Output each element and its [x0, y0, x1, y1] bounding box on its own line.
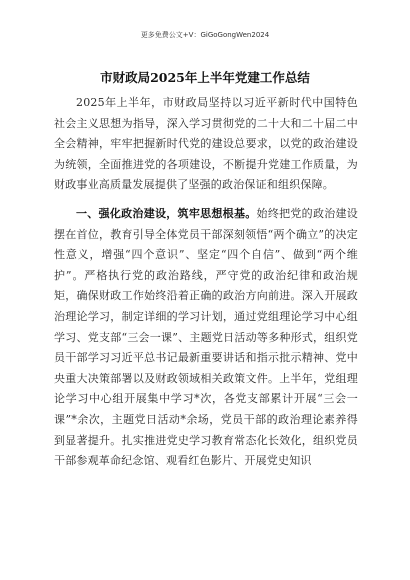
section-one-text: 始终把党的政治建设摆在首位，教育引导全体党员干部深刻领悟“两个确立”的决定性意义，增强“四个意识”、坚定“四个自信”、做到“两个维护”。严格执行党的政治路线，严守党的政治纪律和政治规矩，确保财政工作始终沿着正确的政治方向前进。深入开展政治理论学习，制定详细的学习计划，通过党组理论学习中心组学习、党支部“三会一课”、主题党日活动等多种形式，组织党员干部学习习近平总书记最新重要讲话和指示批示精神、党中央重大决策部署以及财政领域相关政策文件。上半年，党组理论学习中心组开展集中学习*次，各党支部累计开展“三会一课”*余次，主题党日活动*余场，党员干部的政治理论素养得到显著提升。扎实推进党史学习教育常态化长效化，组织党员干部参观革命纪念馆、观看红色影片、开展党史知识	[54, 206, 358, 468]
document-body	[54, 93, 358, 472]
document-title: 市财政局2025年上半年党建工作总结	[100, 70, 310, 85]
section-one-heading: 一、强化政治建设，筑牢思想根基。	[76, 206, 257, 220]
intro-paragraph-text: 2025年上半年，市财政局坚持以习近平新时代中国特色社会主义思想为指导，深入学习贯彻党的二十大和二十届二中全会精神，牢牢把握新时代党的建设总要求，以党的政治建设为统领，全面推进党的各项建设，不断提升党建工作质量，为财政事业高质量发展提供了坚强的政治保证和组织保障。	[54, 96, 358, 192]
intro-paragraph	[54, 93, 358, 196]
section-one-paragraph	[54, 204, 358, 472]
page-header-note: 更多免费公文+V：GiGoGongWen2024	[140, 31, 270, 39]
